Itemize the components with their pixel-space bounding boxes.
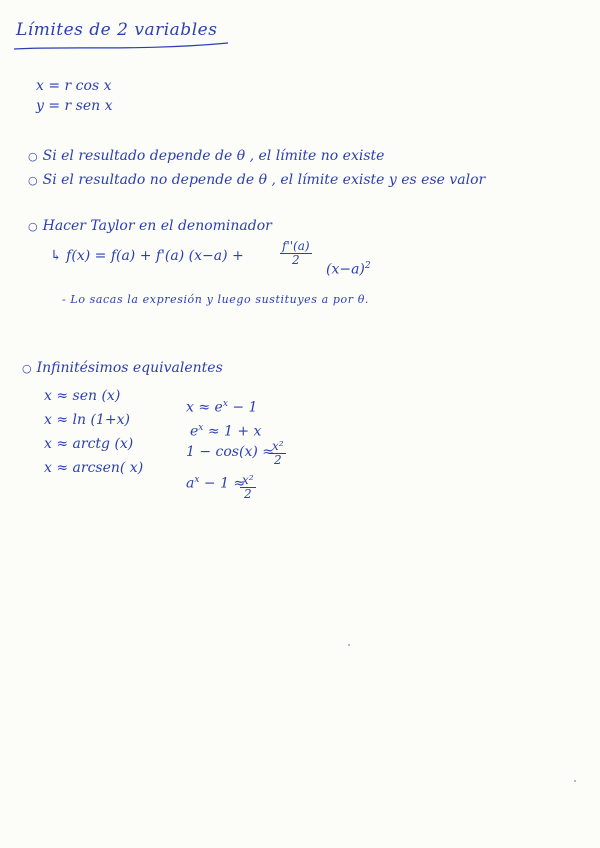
equivalence-right-2-fraction xyxy=(270,440,286,467)
bullet-icon: ○ xyxy=(28,220,38,233)
equivalence-left-1: x ≈ ln (1+x) xyxy=(44,412,130,428)
equivalence-right-3 xyxy=(186,472,245,492)
equivalence-right-2: 1 − cos(x) ≈ xyxy=(186,444,274,460)
equivalence-right-0-exp: x xyxy=(222,399,228,409)
rule-1 xyxy=(28,148,384,165)
title-underline xyxy=(12,40,232,54)
taylor-tail-exponent: 2 xyxy=(364,261,371,271)
equivalence-left-2: x ≈ arctg (x) xyxy=(44,436,134,452)
taylor-formula-tail xyxy=(326,258,371,278)
equivalence-right-1 xyxy=(190,420,261,440)
equivalence-right-1-tail: ≈ 1 + x xyxy=(207,423,262,440)
equivalence-left-0: x ≈ sen (x) xyxy=(44,388,121,404)
equivalence-right-3-lead: a xyxy=(186,475,195,492)
rule-2-text: Si el resultado no depende de θ , el límite existe y es ese valor xyxy=(42,172,486,188)
taylor-fraction-numerator: f''(a) xyxy=(282,239,310,253)
equivalence-right-0 xyxy=(186,396,257,416)
equivalence-left-3: x ≈ arcsen( x) xyxy=(44,460,144,476)
page-title: Límites de 2 variables xyxy=(16,20,218,40)
equivalence-right-3-denominator: 2 xyxy=(243,487,252,501)
equivalence-right-3-fraction xyxy=(240,474,256,501)
taylor-note: - Lo sacas la expresión y luego sustituyes a por θ. xyxy=(62,293,370,306)
taylor-tail-text: (x−a) xyxy=(326,261,365,278)
equivalence-right-2-denominator: 2 xyxy=(273,453,282,467)
taylor-formula-lead: ↳ f(x) = f(a) + f'(a) (x−a) + xyxy=(50,248,244,264)
infinitesimos-heading-text: Infinitésimos equivalentes xyxy=(36,360,223,376)
equivalence-right-3-mid: − 1 ≈ xyxy=(203,475,246,492)
equivalence-right-3-exp: x xyxy=(194,475,200,485)
bullet-icon: ○ xyxy=(28,150,38,163)
taylor-heading xyxy=(28,218,272,235)
bullet-icon: ○ xyxy=(22,362,32,375)
rule-2 xyxy=(28,172,485,189)
taylor-heading-text: Hacer Taylor en el denominador xyxy=(42,218,272,234)
polar-y-line: y = r sen x xyxy=(36,98,113,114)
taylor-fraction-denominator: 2 xyxy=(291,253,300,267)
equivalence-right-2-numerator: x² xyxy=(272,439,284,453)
equivalence-right-0-tail: − 1 xyxy=(232,399,258,416)
paper-speck xyxy=(348,644,350,646)
taylor-fraction xyxy=(280,240,312,267)
equivalence-right-1-lead: e xyxy=(190,423,199,440)
rule-1-text: Si el resultado depende de θ , el límite no existe xyxy=(42,148,385,164)
infinitesimos-heading xyxy=(22,360,223,377)
equivalence-right-1-exp: x xyxy=(198,423,204,433)
bullet-icon: ○ xyxy=(28,174,38,187)
paper-speck xyxy=(574,780,576,782)
equivalence-right-3-numerator: x² xyxy=(242,473,254,487)
equivalence-right-0-lead: x ≈ e xyxy=(186,399,223,416)
polar-x-line: x = r cos x xyxy=(36,78,112,94)
